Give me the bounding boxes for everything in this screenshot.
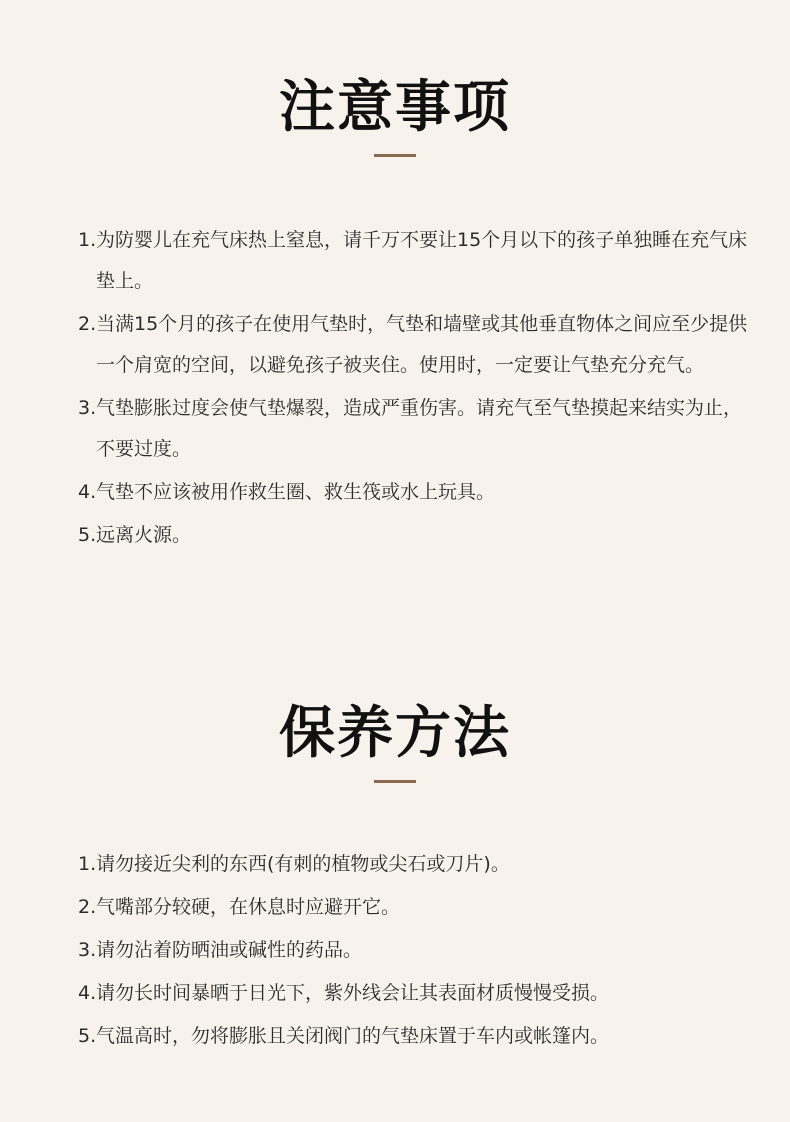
item-text: 当满15个月的孩子在使用气垫时，气垫和墙壁或其他垂直物体之间应至少提供一个肩宽的空间，以避免孩子被夹住。使用时，一定要让气垫充分充气。: [96, 313, 748, 376]
item-number: 3.: [78, 939, 97, 961]
list-item: [0, 973, 790, 1014]
list-item: [0, 220, 790, 302]
list-item: [0, 1016, 790, 1057]
maintenance-title: 保养方法: [279, 701, 511, 766]
maintenance-section: [0, 640, 790, 1122]
maintenance-divider: [374, 780, 416, 783]
maintenance-list: [0, 844, 790, 1059]
item-text: 气垫膨胀过度会使气垫爆裂，造成严重伤害。请充气至气垫摸起来结实为止，不要过度。: [96, 397, 743, 460]
precautions-list: [0, 220, 790, 558]
item-text: 气温高时，勿将膨胀且关闭阀门的气垫床置于车内或帐篷内。: [96, 1025, 610, 1047]
item-number: 1.: [78, 853, 97, 875]
item-number: 3.: [78, 397, 97, 419]
item-text: 为防婴儿在充气床热上窒息，请千万不要让15个月以下的孩子单独睡在充气床垫上。: [96, 229, 748, 292]
item-text: 请勿长时间暴晒于日光下，紫外线会让其表面材质慢慢受损。: [96, 982, 610, 1004]
item-text: 气嘴部分较硬，在休息时应避开它。: [96, 896, 401, 918]
item-number: 1.: [78, 229, 97, 251]
item-number: 5.: [78, 524, 97, 546]
item-text: 远离火源。: [96, 524, 192, 546]
item-text: 请勿沾着防晒油或碱性的药品。: [96, 939, 363, 961]
list-item: [0, 844, 790, 885]
item-text: 气垫不应该被用作救生圈、救生筏或水上玩具。: [96, 481, 496, 503]
item-number: 2.: [78, 896, 97, 918]
item-text: 请勿接近尖利的东西(有刺的植物或尖石或刀片)。: [96, 853, 510, 875]
list-item: [0, 304, 790, 386]
item-number: 5.: [78, 1025, 97, 1047]
item-number: 2.: [78, 313, 97, 335]
list-item: [0, 887, 790, 928]
item-number: 4.: [78, 481, 97, 503]
item-number: 4.: [78, 982, 97, 1004]
list-item: [0, 388, 790, 470]
list-item: [0, 472, 790, 513]
list-item: [0, 515, 790, 556]
list-item: [0, 930, 790, 971]
precautions-divider: [374, 154, 416, 157]
precautions-title: 注意事项: [279, 75, 511, 140]
